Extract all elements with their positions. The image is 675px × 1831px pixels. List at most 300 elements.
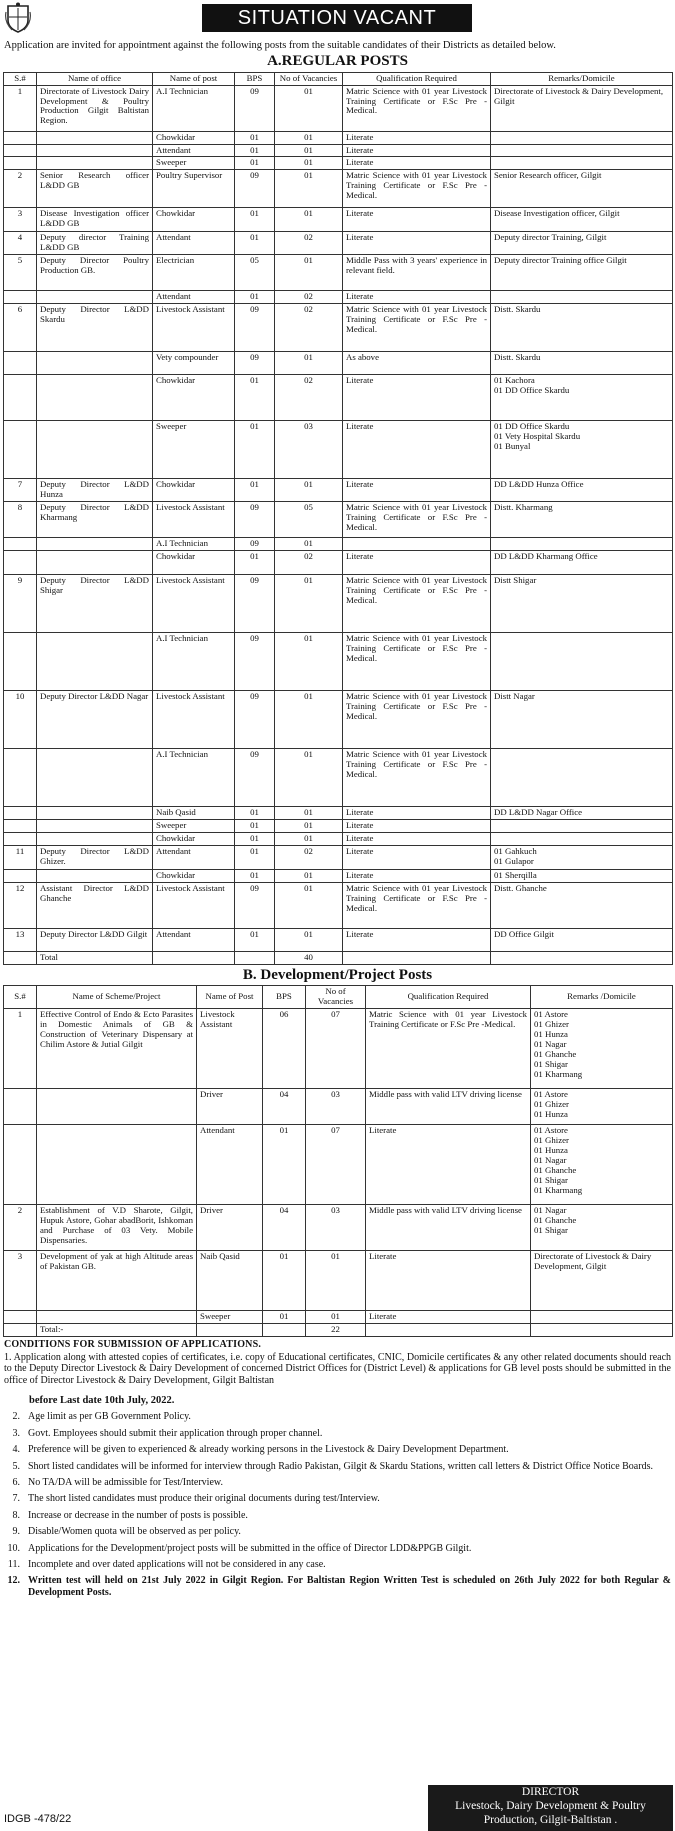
qualification-cell: Literate	[343, 375, 491, 421]
vacancies-cell: 02	[275, 551, 343, 575]
condition-number: 5.	[12, 1460, 20, 1472]
qualification-cell: Literate	[343, 232, 491, 255]
post-cell: Attendant	[197, 1124, 263, 1204]
office-cell	[37, 820, 153, 833]
table-row	[4, 479, 673, 502]
vacancies-cell: 01	[275, 157, 343, 170]
post-cell: Sweeper	[197, 1310, 263, 1323]
bps-cell: 09	[235, 538, 275, 551]
bps-cell: 01	[235, 820, 275, 833]
remarks-cell: Deputy director Training office Gilgit	[491, 255, 673, 291]
qualification-cell: Matric Science with 01 year Livestock Training Certificate or F.Sc Pre - Medical.	[343, 882, 491, 928]
serial-number-cell	[4, 157, 37, 170]
condition-number: 10.	[7, 1542, 20, 1554]
table-row	[4, 1250, 673, 1310]
condition-number: 8.	[12, 1509, 20, 1521]
condition-item	[4, 1428, 671, 1440]
qualification-cell: Matric Science with 01 year Livestock Training Certificate or F.Sc Pre - Medical.	[343, 170, 491, 208]
director-location: Production, Gilgit-Baltistan .	[483, 1813, 618, 1826]
post-cell: Chowkidar	[153, 131, 235, 144]
table-row	[4, 85, 673, 131]
condition-number: 4.	[12, 1444, 20, 1456]
qualification-cell: Middle pass with valid LTV driving license	[366, 1088, 531, 1124]
vacancies-cell: 01	[275, 928, 343, 951]
post-cell: Attendant	[153, 291, 235, 304]
remarks-cell	[531, 1310, 673, 1323]
serial-number-cell: 7	[4, 479, 37, 502]
condition-text: Increase or decrease in the number of posts is possible.	[28, 1509, 248, 1521]
table-row	[4, 131, 673, 144]
vacancies-cell: 02	[275, 291, 343, 304]
vacancies-cell: 01	[275, 352, 343, 375]
office-cell	[37, 833, 153, 846]
post-cell: Naib Qasid	[197, 1250, 263, 1310]
vacancies-cell: 03	[275, 421, 343, 479]
serial-number-cell: 10	[4, 691, 37, 749]
office-cell: Deputy Director L&DD Skardu	[37, 304, 153, 352]
qualification-cell: Matric Science with 01 year Livestock Training Certificate or F.Sc Pre - Medical.	[343, 575, 491, 633]
post-cell: A.I Technician	[153, 85, 235, 131]
total-value: 22	[306, 1323, 366, 1336]
vacancies-cell: 01	[275, 479, 343, 502]
table-row	[4, 255, 673, 291]
remarks-cell	[491, 820, 673, 833]
serial-number-cell	[4, 833, 37, 846]
table-row	[4, 232, 673, 255]
office-cell	[37, 633, 153, 691]
remarks-cell: DD Office Gilgit	[491, 928, 673, 951]
idgb-reference: IDGB -478/22	[4, 1813, 72, 1825]
table-row	[4, 352, 673, 375]
table-row	[4, 421, 673, 479]
bps-cell: 01	[235, 833, 275, 846]
section-a-title: A.REGULAR POSTS	[267, 53, 408, 70]
post-cell: Livestock Assistant	[153, 304, 235, 352]
serial-number-cell	[4, 1124, 37, 1204]
vacancies-cell: 01	[275, 633, 343, 691]
vacancies-cell: 07	[306, 1124, 366, 1204]
empty-cell	[4, 1323, 37, 1336]
post-cell: Livestock Assistant	[197, 1008, 263, 1088]
bps-cell: 01	[235, 157, 275, 170]
bps-cell: 01	[235, 421, 275, 479]
post-cell: Sweeper	[153, 421, 235, 479]
serial-number-cell: 8	[4, 502, 37, 538]
vacancies-cell: 02	[275, 232, 343, 255]
serial-number-cell: 6	[4, 304, 37, 352]
office-cell	[37, 375, 153, 421]
bps-cell: 01	[235, 869, 275, 882]
serial-number-cell	[4, 144, 37, 157]
table-header-row	[4, 986, 673, 1009]
vacancies-cell: 03	[306, 1088, 366, 1124]
qualification-cell: Literate	[343, 807, 491, 820]
serial-number-cell: 3	[4, 1250, 37, 1310]
bps-cell: 09	[235, 170, 275, 208]
bps-cell: 01	[235, 208, 275, 232]
table-row	[4, 882, 673, 928]
vacancies-cell: 01	[275, 255, 343, 291]
vacancies-cell: 01	[275, 691, 343, 749]
office-cell	[37, 131, 153, 144]
column-header: Qualification Required	[343, 72, 491, 85]
vacancies-cell: 01	[275, 869, 343, 882]
table-row	[4, 375, 673, 421]
bps-cell: 09	[235, 691, 275, 749]
remarks-cell: DD L&DD Kharmang Office	[491, 551, 673, 575]
table-row	[4, 1204, 673, 1250]
vacancies-cell: 01	[275, 820, 343, 833]
vacancies-cell: 01	[275, 575, 343, 633]
office-cell	[37, 291, 153, 304]
remarks-cell: Deputy director Training, Gilgit	[491, 232, 673, 255]
qualification-cell: Matric Science with 01 year Livestock Training Certificate or F.Sc Pre - Medical.	[343, 304, 491, 352]
post-cell: Chowkidar	[153, 833, 235, 846]
condition-text: Short listed candidates will be informed for interview through Radio Pakistan, Gilgit & Skardu Stations, written call letters & District Office Notice Boards.	[28, 1460, 653, 1472]
qualification-cell: Literate	[366, 1310, 531, 1323]
condition-item	[4, 1411, 671, 1423]
qualification-cell: Literate	[343, 869, 491, 882]
intro-text: Application are invited for appointment against the following posts from the suitable candidates of their Districts as detailed below.	[4, 40, 556, 51]
condition-item-12	[4, 1575, 671, 1599]
serial-number-cell: 5	[4, 255, 37, 291]
remarks-cell	[491, 131, 673, 144]
serial-number-cell	[4, 131, 37, 144]
scheme-cell	[37, 1124, 197, 1204]
vacancies-cell: 07	[306, 1008, 366, 1088]
remarks-cell: Distt. Skardu	[491, 304, 673, 352]
empty-cell	[491, 951, 673, 964]
section-b-title: B. Development/Project Posts	[242, 966, 433, 983]
total-row	[4, 951, 673, 964]
serial-number-cell: 1	[4, 1008, 37, 1088]
vacancies-cell: 01	[275, 833, 343, 846]
vacancies-cell: 01	[275, 144, 343, 157]
condition-text: Age limit as per GB Government Policy.	[28, 1411, 191, 1423]
empty-cell	[197, 1323, 263, 1336]
column-header: Name of post	[153, 72, 235, 85]
post-cell: Attendant	[153, 144, 235, 157]
table-row	[4, 144, 673, 157]
vacancies-cell: 01	[306, 1310, 366, 1323]
remarks-cell: Directorate of Livestock & Dairy Development, Gilgit	[531, 1250, 673, 1310]
office-cell: Assistant Director L&DD Ghanche	[37, 882, 153, 928]
serial-number-cell	[4, 749, 37, 807]
office-cell: Deputy Director L&DD Nagar	[37, 691, 153, 749]
remarks-cell: 01 Astore 01 Ghizer 01 Hunza 01 Nagar 01 Ghanche 01 Shigar 01 Kharmang	[531, 1008, 673, 1088]
vacancies-cell: 01	[275, 85, 343, 131]
remarks-cell	[491, 144, 673, 157]
post-cell: Livestock Assistant	[153, 882, 235, 928]
serial-number-cell	[4, 1088, 37, 1124]
bps-cell: 04	[263, 1088, 306, 1124]
bps-cell: 01	[235, 375, 275, 421]
qualification-cell: Literate	[343, 845, 491, 869]
serial-number-cell	[4, 538, 37, 551]
qualification-cell: Literate	[343, 208, 491, 232]
qualification-cell: Matric Science with 01 year Livestock Training Certificate or F.Sc Pre - Medical.	[343, 85, 491, 131]
bps-cell: 01	[263, 1250, 306, 1310]
office-cell: Deputy Director Poultry Production GB.	[37, 255, 153, 291]
government-emblem-icon	[4, 2, 32, 34]
table-row	[4, 928, 673, 951]
remarks-cell	[491, 157, 673, 170]
column-header: S.#	[4, 72, 37, 85]
serial-number-cell: 12	[4, 882, 37, 928]
table-row	[4, 304, 673, 352]
table-row	[4, 575, 673, 633]
serial-number-cell	[4, 291, 37, 304]
condition-text: Applications for the Development/project posts will be submitted in the office of Director LDD&PPGB Gilgit.	[28, 1542, 472, 1554]
vacancies-cell: 02	[275, 845, 343, 869]
column-header: No of Vacancies	[275, 72, 343, 85]
empty-cell	[263, 1323, 306, 1336]
bps-cell: 09	[235, 882, 275, 928]
condition-item	[4, 1543, 671, 1555]
post-cell: Attendant	[153, 232, 235, 255]
remarks-cell	[491, 291, 673, 304]
condition-number: 1.	[4, 1351, 12, 1363]
vacancies-cell: 03	[306, 1204, 366, 1250]
qualification-cell: Literate	[343, 833, 491, 846]
condition-item-1	[4, 1352, 671, 1387]
serial-number-cell	[4, 352, 37, 375]
development-posts-table	[3, 985, 673, 1337]
condition-text: The short listed candidates must produce their original documents during test/Interview.	[28, 1493, 380, 1505]
column-header: Name of Scheme/Project	[37, 986, 197, 1009]
qualification-cell: Matric Science with 01 year Livestock Training Certificate or F.Sc Pre - Medical.	[343, 691, 491, 749]
office-cell	[37, 551, 153, 575]
remarks-cell	[491, 833, 673, 846]
table-row	[4, 749, 673, 807]
last-date: before Last date 10th July, 2022.	[29, 1395, 175, 1406]
bps-cell: 01	[263, 1310, 306, 1323]
condition-number: 7.	[12, 1493, 20, 1505]
condition-item	[4, 1493, 671, 1505]
condition-item	[4, 1559, 671, 1571]
bps-cell: 01	[235, 131, 275, 144]
vacancies-cell: 02	[275, 304, 343, 352]
remarks-cell: 01 Astore 01 Ghizer 01 Hunza	[531, 1088, 673, 1124]
table-row	[4, 845, 673, 869]
post-cell: Chowkidar	[153, 375, 235, 421]
condition-number: 12.	[7, 1575, 20, 1587]
condition-number: 9.	[12, 1526, 20, 1538]
qualification-cell: As above	[343, 352, 491, 375]
office-cell: Deputy Director L&DD Shigar	[37, 575, 153, 633]
bps-cell: 01	[235, 551, 275, 575]
serial-number-cell: 4	[4, 232, 37, 255]
header	[0, 0, 675, 38]
vacancies-cell: 01	[275, 807, 343, 820]
remarks-cell: Directorate of Livestock & Dairy Development, Gilgit	[491, 85, 673, 131]
empty-cell	[366, 1323, 531, 1336]
condition-item	[4, 1477, 671, 1489]
serial-number-cell: 13	[4, 928, 37, 951]
office-cell: Deputy Director L&DD Gilgit	[37, 928, 153, 951]
conditions-section	[0, 1337, 675, 1599]
table-row	[4, 1088, 673, 1124]
qualification-cell: Literate	[343, 144, 491, 157]
post-cell: Livestock Assistant	[153, 691, 235, 749]
post-cell: Electrician	[153, 255, 235, 291]
scheme-cell: Establishment of V.D Sharote, Gilgit, Hupuk Astore, Gohar abadBorit, Ishkoman and Purchase of 03 Vety. Mobile Dispensaries.	[37, 1204, 197, 1250]
office-cell: Disease Investigation officer L&DD GB	[37, 208, 153, 232]
total-label: Total:-	[37, 1323, 197, 1336]
remarks-cell: Distt. Kharmang	[491, 502, 673, 538]
post-cell: Driver	[197, 1204, 263, 1250]
office-cell	[37, 157, 153, 170]
condition-text: Incomplete and over dated applications will not be considered in any case.	[28, 1558, 326, 1570]
table-row	[4, 1008, 673, 1088]
remarks-cell: DD L&DD Nagar Office	[491, 807, 673, 820]
qualification-cell: Matric Science with 01 year Livestock Training Certificate or F.Sc Pre -Medical.	[366, 1008, 531, 1088]
serial-number-cell	[4, 820, 37, 833]
serial-number-cell	[4, 807, 37, 820]
director-department: Livestock, Dairy Development & Poultry	[455, 1799, 646, 1812]
condition-number: 2.	[12, 1411, 20, 1423]
column-header: BPS	[263, 986, 306, 1009]
remarks-cell: Distt. Skardu	[491, 352, 673, 375]
remarks-cell: Disease Investigation officer, Gilgit	[491, 208, 673, 232]
serial-number-cell: 1	[4, 85, 37, 131]
vacancies-cell: 01	[275, 208, 343, 232]
post-cell: Chowkidar	[153, 208, 235, 232]
serial-number-cell	[4, 869, 37, 882]
scheme-cell	[37, 1310, 197, 1323]
vacancies-cell: 02	[275, 375, 343, 421]
office-cell: Deputy Director L&DD Hunza	[37, 479, 153, 502]
bps-cell: 01	[235, 291, 275, 304]
empty-cell	[235, 951, 275, 964]
conditions-heading: CONDITIONS FOR SUBMISSION OF APPLICATIONS.	[4, 1338, 262, 1350]
remarks-cell	[491, 538, 673, 551]
office-cell	[37, 352, 153, 375]
qualification-cell: Literate	[343, 131, 491, 144]
qualification-cell: Literate	[343, 928, 491, 951]
table-row	[4, 208, 673, 232]
qualification-cell: Literate	[366, 1250, 531, 1310]
post-cell: Attendant	[153, 928, 235, 951]
post-cell: Vety compounder	[153, 352, 235, 375]
conditions-list	[4, 1411, 671, 1570]
table-row	[4, 691, 673, 749]
serial-number-cell	[4, 633, 37, 691]
column-header: Qualification Required	[366, 986, 531, 1009]
qualification-cell: Literate	[343, 820, 491, 833]
total-label: Total	[37, 951, 153, 964]
post-cell: Livestock Assistant	[153, 502, 235, 538]
remarks-cell: Distt. Ghanche	[491, 882, 673, 928]
regular-posts-table	[3, 72, 673, 965]
serial-number-cell: 2	[4, 1204, 37, 1250]
vacancies-cell: 01	[275, 882, 343, 928]
vacancies-cell: 01	[275, 170, 343, 208]
empty-cell	[531, 1323, 673, 1336]
post-cell: Poultry Supervisor	[153, 170, 235, 208]
bps-cell: 09	[235, 502, 275, 538]
total-row	[4, 1323, 673, 1336]
serial-number-cell: 3	[4, 208, 37, 232]
office-cell	[37, 538, 153, 551]
remarks-cell: Distt Shigar	[491, 575, 673, 633]
office-cell	[37, 421, 153, 479]
empty-cell	[343, 951, 491, 964]
post-cell: Sweeper	[153, 820, 235, 833]
qualification-cell: Middle Pass with 3 years' experience in relevant field.	[343, 255, 491, 291]
table-row	[4, 291, 673, 304]
bps-cell: 09	[235, 352, 275, 375]
table-row	[4, 502, 673, 538]
qualification-cell: Literate	[343, 421, 491, 479]
table-row	[4, 551, 673, 575]
office-cell	[37, 749, 153, 807]
qualification-cell: Literate	[343, 479, 491, 502]
qualification-cell: Literate	[343, 157, 491, 170]
serial-number-cell	[4, 421, 37, 479]
bps-cell: 01	[235, 479, 275, 502]
table-row	[4, 170, 673, 208]
condition-item	[4, 1444, 671, 1456]
table-row	[4, 820, 673, 833]
qualification-cell: Literate	[343, 291, 491, 304]
office-cell	[37, 869, 153, 882]
remarks-cell: Distt Nagar	[491, 691, 673, 749]
bps-cell: 09	[235, 633, 275, 691]
condition-item	[4, 1510, 671, 1522]
post-cell: Attendant	[153, 845, 235, 869]
remarks-cell: 01 Gahkuch 01 Gulapor	[491, 845, 673, 869]
post-cell: Chowkidar	[153, 551, 235, 575]
vacancies-cell: 01	[306, 1250, 366, 1310]
page-title: SITUATION VACANT	[202, 4, 472, 32]
condition-item	[4, 1461, 671, 1473]
post-cell: Chowkidar	[153, 479, 235, 502]
office-cell: Deputy director Training L&DD GB	[37, 232, 153, 255]
office-cell: Deputy Director L&DD Ghizer.	[37, 845, 153, 869]
table-row	[4, 1310, 673, 1323]
qualification-cell: Literate	[343, 551, 491, 575]
table-header-row	[4, 72, 673, 85]
condition-text: Govt. Employees should submit their application through proper channel.	[28, 1427, 323, 1439]
empty-cell	[153, 951, 235, 964]
post-cell: Naib Qasid	[153, 807, 235, 820]
column-header: No of Vacancies	[306, 986, 366, 1009]
bps-cell: 04	[263, 1204, 306, 1250]
column-header: Name of office	[37, 72, 153, 85]
qualification-cell: Matric Science with 01 year Livestock Training Certificate or F.Sc Pre - Medical.	[343, 633, 491, 691]
remarks-cell: 01 Astore 01 Ghizer 01 Hunza 01 Nagar 01 Ghanche 01 Shigar 01 Kharmang	[531, 1124, 673, 1204]
bps-cell: 01	[235, 144, 275, 157]
scheme-cell: Development of yak at high Altitude areas of Pakistan GB.	[37, 1250, 197, 1310]
qualification-cell: Literate	[366, 1124, 531, 1204]
director-title: DIRECTOR	[521, 1786, 580, 1798]
qualification-cell: Matric Science with 01 year Livestock Training Certificate or F.Sc Pre - Medical.	[343, 749, 491, 807]
post-cell: Driver	[197, 1088, 263, 1124]
condition-item	[4, 1526, 671, 1538]
bps-cell: 01	[235, 928, 275, 951]
qualification-cell: Matric Science with 01 year Livestock Training Certificate or F.Sc Pre - Medical.	[343, 502, 491, 538]
table-row	[4, 1124, 673, 1204]
qualification-cell	[343, 538, 491, 551]
column-header: Name of Post	[197, 986, 263, 1009]
column-header: Remarks /Domicile	[531, 986, 673, 1009]
empty-cell	[4, 951, 37, 964]
vacancies-cell: 01	[275, 749, 343, 807]
bps-cell: 09	[235, 85, 275, 131]
column-header: Remarks/Domicile	[491, 72, 673, 85]
post-cell: Chowkidar	[153, 869, 235, 882]
